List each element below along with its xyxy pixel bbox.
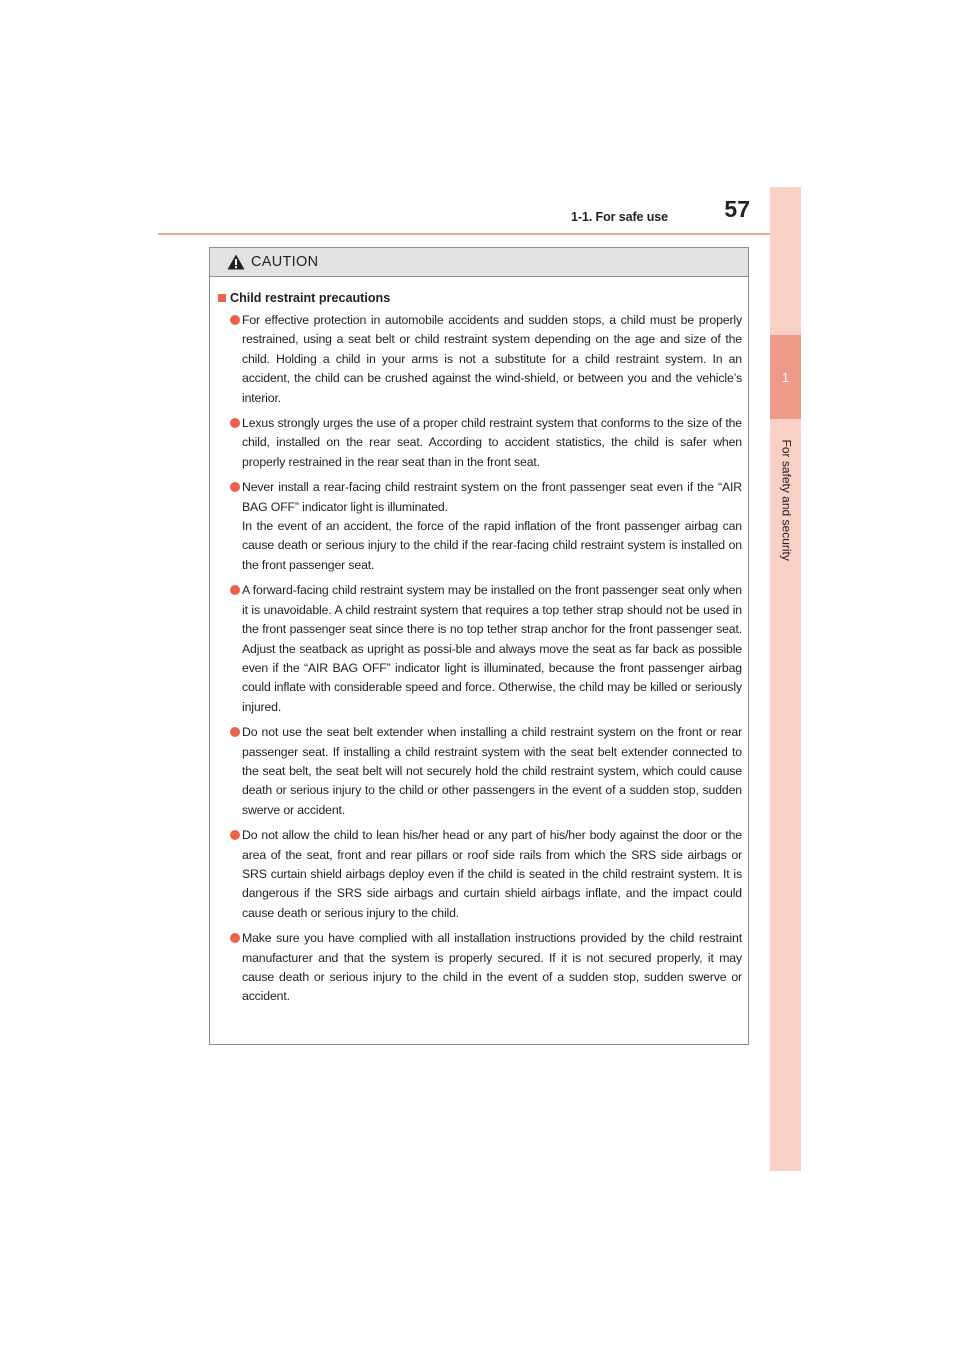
caution-subheading — [218, 291, 742, 305]
page-number: 57 — [724, 196, 750, 222]
round-bullet-icon — [230, 482, 240, 492]
round-bullet-icon — [230, 315, 240, 325]
header-rule — [158, 233, 800, 235]
caution-body — [210, 277, 748, 1007]
caution-title: CAUTION — [251, 254, 319, 270]
caution-item — [218, 311, 742, 408]
caution-box — [209, 247, 749, 1045]
caution-item — [218, 826, 742, 923]
caution-item-text: Make sure you have complied with all installation instructions provided by the child restraint manufacturer and that the system is properly secured. If it is not secured properly, it may cause death or serious injury to the child in the event of a sudden stop, sudden swerve or accident. — [242, 931, 742, 1004]
chapter-title-vertical: For safety and security — [779, 439, 794, 561]
caution-item-text: For effective protection in automobile accidents and sudden stops, a child must be properly restrained, using a seat belt or child restraint system depending on the age and size of the child. Holding a child in your arms is not a substitute for a child restraint system. In an accident, the child can be crushed against the wind-shield, or between you and the vehicle’s interior. — [242, 313, 742, 405]
caution-item-text: A forward-facing child restraint system may be installed on the front passenger seat only when it is unavoidable. A child restraint system that requires a top tether strap should not be used in the front passenger seat since there is no top tether strap anchor for the front passenger seat. Adjust the seatback as upright as possi-ble and always move the seat as far back as possible even if the “AIR BAG OFF” indicator light is illuminated, because the front passenger airbag could inflate with considerable speed and force. Otherwise, the child may be killed or seriously injured. — [242, 583, 742, 714]
round-bullet-icon — [230, 585, 240, 595]
caution-header — [210, 248, 748, 277]
chapter-number-tab: 1 — [770, 335, 801, 419]
round-bullet-icon — [230, 418, 240, 428]
round-bullet-icon — [230, 727, 240, 737]
caution-item — [218, 723, 742, 820]
caution-item — [218, 581, 742, 717]
caution-item-list — [218, 311, 742, 1007]
caution-item-text: Lexus strongly urges the use of a proper child restraint system that conforms to the size of the child, installed on the rear seat. According to accident statistics, the child is safer when properly restrained in the rear seat than in the front seat. — [242, 416, 742, 469]
round-bullet-icon — [230, 830, 240, 840]
caution-item-text: Never install a rear-facing child restraint system on the front passenger seat even if the “AIR BAG OFF” indicator light is illuminated. — [242, 480, 742, 514]
caution-item — [218, 478, 742, 575]
round-bullet-icon — [230, 933, 240, 943]
caution-item-text: Do not allow the child to lean his/her head or any part of his/her body against the door or the area of the seat, front and rear pillars or roof side rails from which the SRS side airbags or SRS curtain shield airbags deploy even if the child is seated in the child restraint system. It is dangerous if the SRS side airbags and curtain shield airbags inflate, and the impact could cause death or serious injury to the child. — [242, 828, 742, 920]
subheading-text: Child restraint precautions — [230, 291, 391, 305]
square-bullet-icon — [218, 294, 226, 302]
caution-item — [218, 929, 742, 1007]
warning-triangle-icon — [227, 254, 245, 270]
caution-item — [218, 414, 742, 472]
section-title: 1-1. For safe use — [571, 210, 668, 224]
caution-item-text: Do not use the seat belt extender when installing a child restraint system on the front or rear passenger seat. If installing a child restraint system with the seat belt extender connected to the seat belt, the seat belt will not securely hold the child restraint system, which could cause death or serious injury to the child or other passengers in the event of a sudden stop, sudden swerve or accident. — [242, 725, 742, 817]
caution-item-text: In the event of an accident, the force of the rapid inflation of the front passenger airbag can cause death or serious injury to the child if the rear-facing child restraint system is installed on the front passenger seat. — [242, 519, 742, 572]
